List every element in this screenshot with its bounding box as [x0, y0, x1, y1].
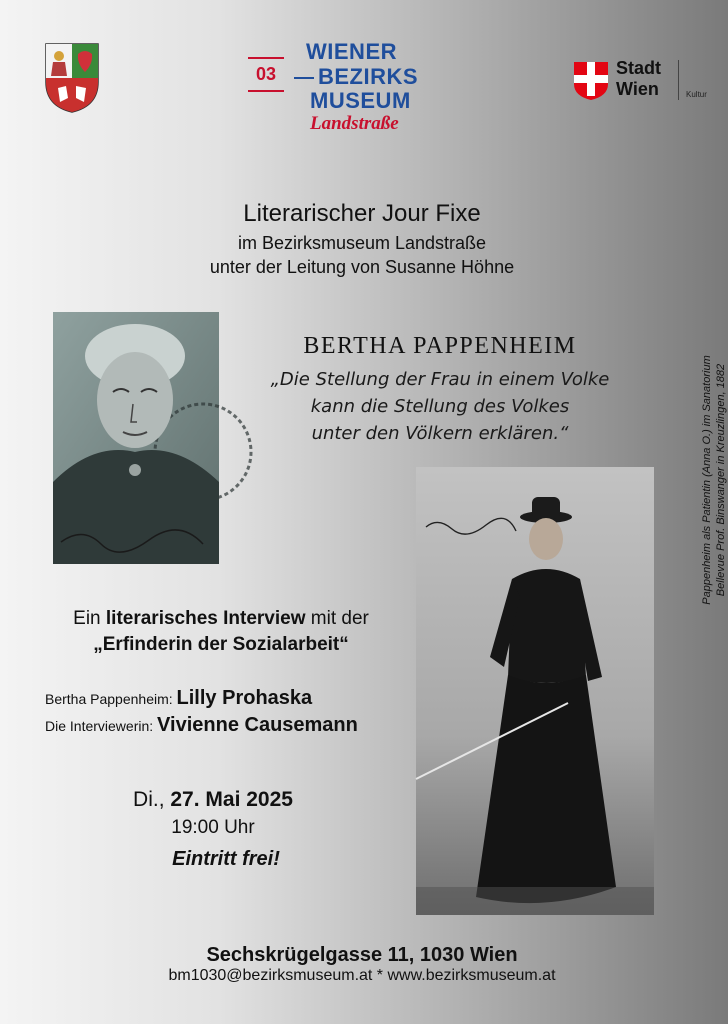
event-host-line: unter der Leitung von Susanne Höhne [209, 257, 515, 277]
photo-caption [700, 330, 728, 630]
cast-role: Bertha Pappenheim: [45, 691, 177, 707]
portrait-photo [53, 312, 219, 564]
caption-line-1: Pappenheim als Patientin (Anna O.) im Sanatorium [701, 355, 713, 605]
logo-word-wiener: WIENER [306, 39, 397, 64]
logo-district-name: Landstraße [310, 113, 399, 134]
cast-name: Lilly Prohaska [176, 687, 313, 709]
quote-line-2: kann die Stellung des Volkes [310, 396, 570, 417]
kultur-label: Kultur [686, 90, 707, 99]
subject-name: BERTHA PAPPENHEIM [303, 333, 577, 359]
interview-intro-pre: Ein [73, 608, 106, 629]
venue-address: Sechskrügelgasse 11, 1030 Wien [206, 944, 518, 966]
interview-intro [26, 608, 416, 630]
event-date [0, 788, 426, 812]
logo-rule-bottom [248, 90, 284, 92]
logo-word-bezirks-text: BEZIRKS [318, 64, 419, 89]
cast-line-2 [45, 714, 358, 737]
interview-intro-bold: literarisches Interview [105, 608, 306, 629]
quote-line-3: unter den Völkern erklären.“ [311, 423, 569, 444]
logo-district-number: 03 [256, 64, 277, 84]
event-venue-line: im Bezirksmuseum Landstraße [237, 233, 487, 253]
cast-line-1 [45, 687, 312, 710]
vienna-shield-icon [574, 62, 608, 100]
logo-dash [294, 77, 314, 79]
caption-line-2: Bellevue Prof. Binswanger in Kreuzlingen, 1882 [715, 363, 727, 597]
logo-word-bezirks [294, 65, 418, 89]
contact-info: bm1030@bezirksmuseum.at * www.bezirksmuseum.at [168, 967, 556, 984]
interview-subtitle: „Erfinderin der Sozialarbeit“ [93, 634, 349, 655]
cast-role: Die Interviewerin: [45, 718, 158, 734]
stadt-wien-wordmark [616, 58, 661, 100]
stadt-word: Stadt [616, 58, 661, 78]
admission-info: Eintritt frei! [172, 848, 280, 870]
event-date-value: 27. Mai 2025 [170, 788, 293, 811]
event-weekday: Di., [133, 788, 171, 811]
quote [225, 366, 655, 447]
wien-word: Wien [616, 79, 659, 99]
quote-line-1: „Die Stellung der Frau in einem Volke [270, 369, 610, 390]
cast-name: Vivienne Causemann [157, 714, 358, 736]
event-series-title: Literarischer Jour Fixe [243, 200, 481, 227]
logo-divider [678, 60, 679, 100]
interview-intro-post: mit der [305, 608, 369, 629]
logo-rule-top [248, 57, 284, 59]
district-crest-logo [44, 42, 100, 114]
stadt-wien-logo [574, 58, 714, 104]
bezirksmuseum-logo [248, 40, 458, 136]
event-time: 19:00 Uhr [171, 817, 255, 838]
logo-word-museum: MUSEUM [310, 88, 411, 113]
